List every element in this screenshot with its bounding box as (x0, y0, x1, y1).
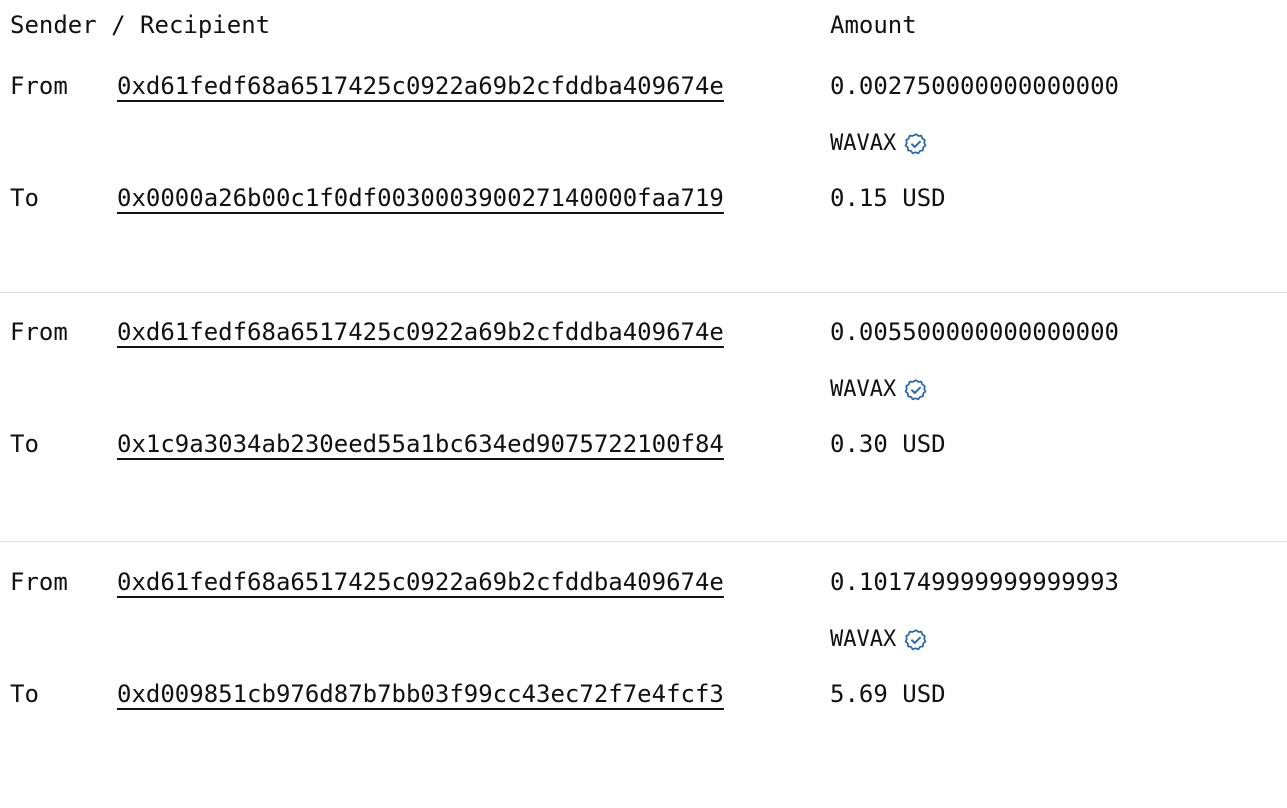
token-name[interactable]: WAVAX (830, 131, 897, 156)
from-label: From (10, 568, 68, 596)
token-amount: 0.101749999999999993 (830, 568, 1119, 596)
token-amount: 0.002750000000000000 (830, 72, 1119, 100)
amount-header: Amount (830, 11, 917, 39)
sender-address-link[interactable]: 0xd61fedf68a6517425c0922a69b2cfddba409674e (117, 318, 724, 346)
row-divider (0, 292, 1287, 293)
transfer-row (0, 64, 1287, 312)
to-label: To (10, 680, 39, 708)
usd-value: 0.15 USD (830, 184, 946, 212)
verified-badge-icon (904, 378, 928, 402)
from-label: From (10, 318, 68, 346)
verified-badge-icon (904, 628, 928, 652)
sender-address-link[interactable]: 0xd61fedf68a6517425c0922a69b2cfddba409674e (117, 72, 724, 100)
to-label: To (10, 184, 39, 212)
recipient-address-link[interactable]: 0x0000a26b00c1f0df003000390027140000faa719 (117, 184, 724, 212)
recipient-address-link[interactable]: 0xd009851cb976d87b7bb03f99cc43ec72f7e4fcf3 (117, 680, 724, 708)
recipient-address-link[interactable]: 0x1c9a3034ab230eed55a1bc634ed9075722100f84 (117, 430, 724, 458)
usd-value: 5.69 USD (830, 680, 946, 708)
sender-recipient-header: Sender / Recipient (10, 11, 271, 39)
usd-value: 0.30 USD (830, 430, 946, 458)
token-name[interactable]: WAVAX (830, 627, 897, 652)
transfer-row (0, 310, 1287, 558)
token-amount: 0.005500000000000000 (830, 318, 1119, 346)
token-name[interactable]: WAVAX (830, 377, 897, 402)
from-label: From (10, 72, 68, 100)
token-symbol (830, 618, 928, 662)
table-header (0, 0, 1287, 50)
token-symbol (830, 122, 928, 166)
token-symbol (830, 368, 928, 412)
row-divider (0, 541, 1287, 542)
sender-address-link[interactable]: 0xd61fedf68a6517425c0922a69b2cfddba409674e (117, 568, 724, 596)
verified-badge-icon (904, 132, 928, 156)
transfer-row (0, 560, 1287, 808)
to-label: To (10, 430, 39, 458)
